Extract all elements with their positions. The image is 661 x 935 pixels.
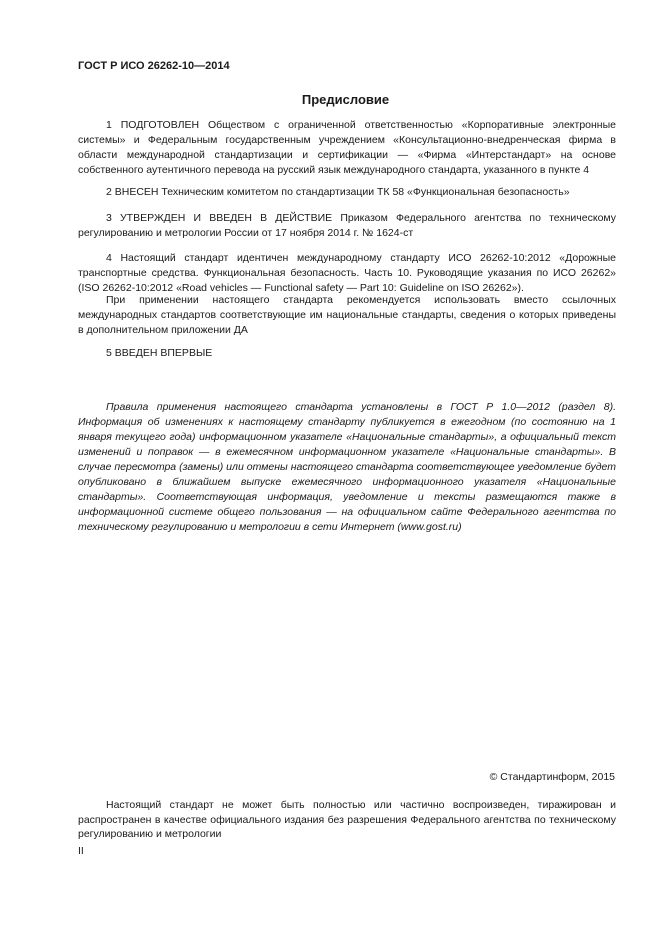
preface-item-1: 1 ПОДГОТОВЛЕН Обществом с ограниченной ответственностью «Корпоративные электронные системы» и Федеральным государственным учреждением «Консультационно-внедренческая фирма в области международной стандартизации и сертификации — «Фирма «Интерстандарт» на основе собственного аутентичного перевода на русский язык международного стандарта, указанного в пункте 4 — [78, 119, 616, 176]
copyright: © Стандартинформ, 2015 — [489, 771, 615, 783]
preface-item-4-note: При применении настоящего стандарта рекомендуется использовать вместо ссылочных международных стандартов соответствующие им национальные стандарты, сведения о которых приведены в дополнительном приложении ДА — [78, 294, 616, 336]
preface-item-2: 2 ВНЕСЕН Техническим комитетом по стандартизации ТК 58 «Функциональная безопасность» — [106, 186, 570, 198]
reproduction-notice: Настоящий стандарт не может быть полностью или частично воспроизведен, тиражирован и распространен в качестве официального издания без разрешения Федерального агентства по техническому регулированию и метрологии — [78, 799, 616, 840]
preface-item-3: 3 УТВЕРЖДЕН И ВВЕДЕН В ДЕЙСТВИЕ Приказом Федерального агентства по техническому регулированию и метрологии России от 17 ноября 2014 г. № 1624-ст — [78, 212, 616, 239]
official-notice: Правила применения настоящего стандарта установлены в ГОСТ Р 1.0—2012 (раздел 8). Информация об изменениях к настоящему стандарту публикуется в ежегодном (по состоянию на 1 января текущего года) информационном указателе «Национальные стандарты», а официальный текст изменений и поправок — в ежемесячном информационном указателе «Национальные стандарты». В случае пересмотра (замены) или отмены настоящего стандарта соответствующее уведомление будет опубликовано в ближайшем выпуске ежемесячного информационного указателя «Национальные стандарты». Соответствующая информация, уведомление и тексты размещаются также в информационной системе общего пользования — на официальном сайте Федерального агентства по техническому регулированию и метрологии в сети Интернет (www.gost.ru) — [78, 401, 616, 533]
preface-item-5: 5 ВВЕДЕН ВПЕРВЫЕ — [106, 347, 213, 359]
document-code: ГОСТ Р ИСО 26262-10—2014 — [78, 60, 230, 72]
preface-item-4: 4 Настоящий стандарт идентичен международному стандарту ИСО 26262-10:2012 «Дорожные транспортные средства. Функциональная безопасность. Часть 10. Руководящие указания по ИСО 26262» (ISO 26262-10:2012 «Road vehicles — Functional safety — Part 10: Guideline on ISO 26262»). — [78, 252, 616, 294]
preface-title: Предисловие — [301, 92, 390, 107]
page-number: II — [78, 845, 84, 857]
